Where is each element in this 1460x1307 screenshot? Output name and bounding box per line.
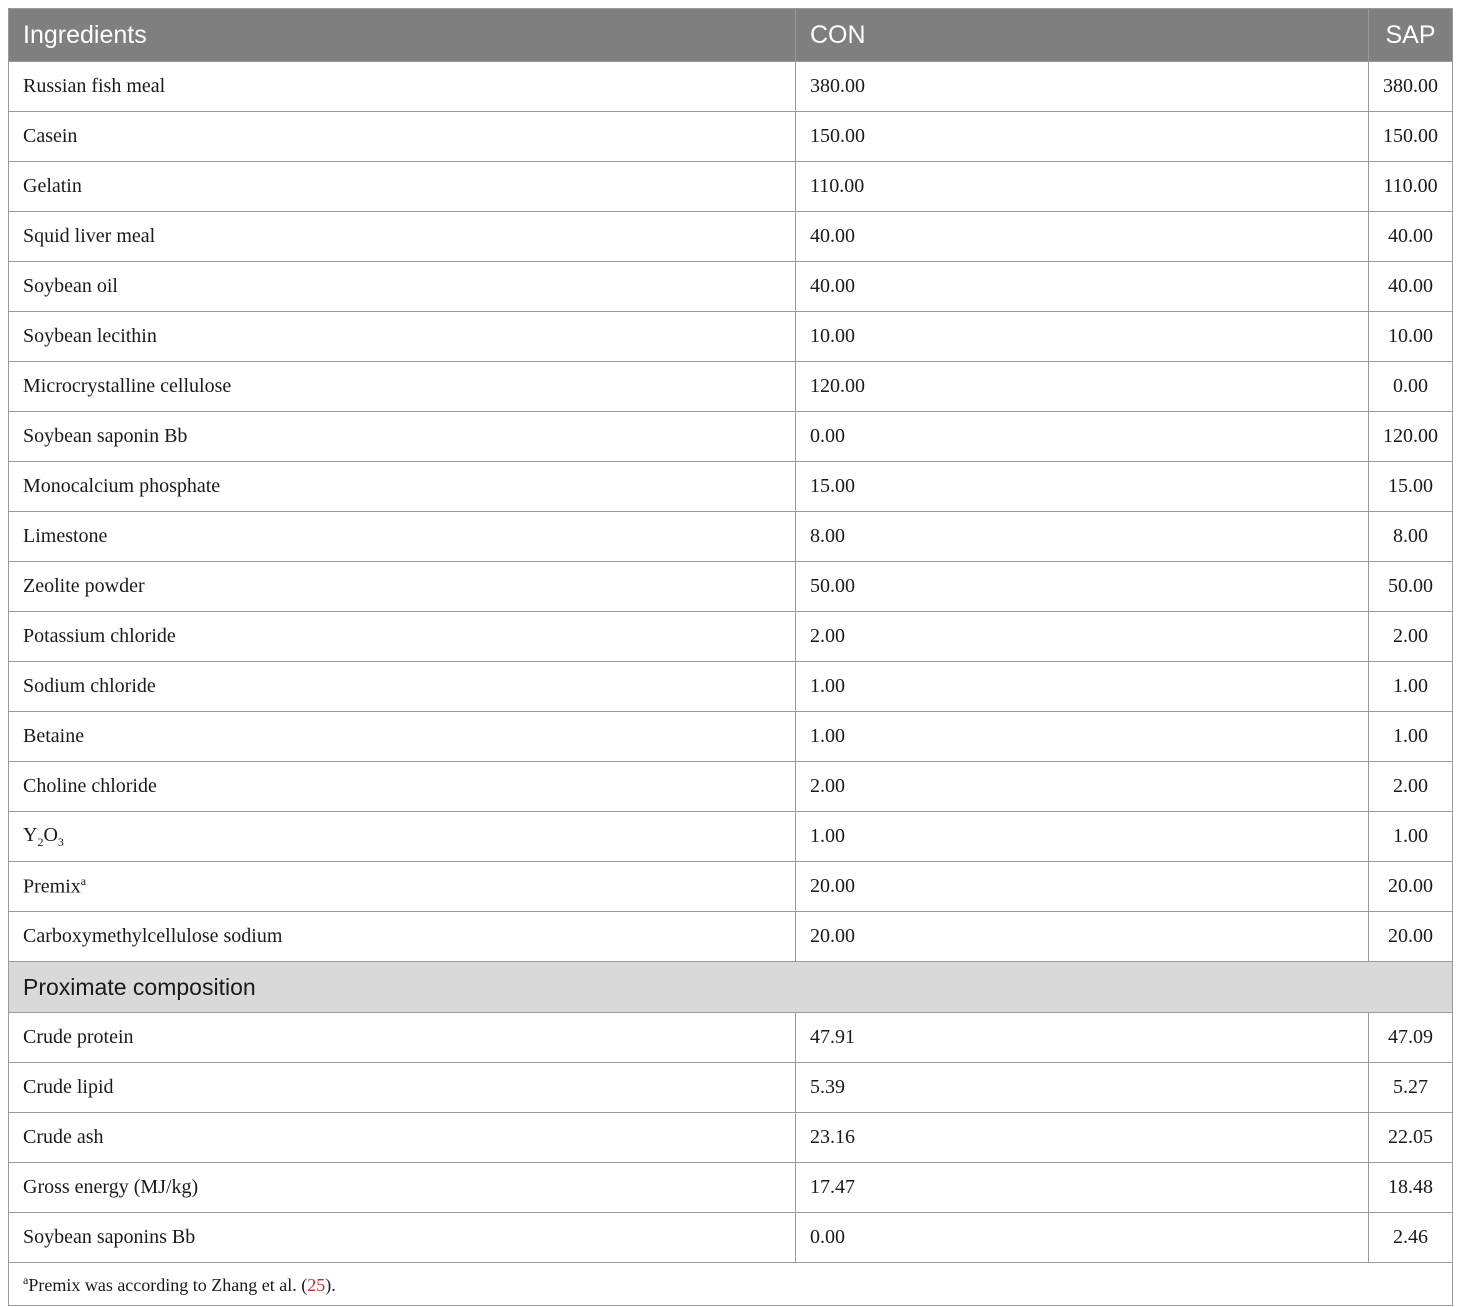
composition-name: Gross energy (MJ/kg) [9,1163,796,1213]
ingredient-name: Limestone [9,512,796,562]
premix-label: Premix [23,875,81,898]
table-row [9,112,1453,162]
sap-value: 1.00 [1369,662,1453,712]
con-value: 1.00 [796,812,1369,862]
table-row [9,562,1453,612]
table-row [9,912,1453,962]
sap-value: 2.00 [1369,612,1453,662]
sap-value: 2.46 [1369,1213,1453,1263]
sap-value: 110.00 [1369,162,1453,212]
sap-value: 120.00 [1369,412,1453,462]
header-ingredients: Ingredients [9,9,796,62]
sap-value: 0.00 [1369,362,1453,412]
ingredient-name: Carboxymethylcellulose sodium [9,912,796,962]
sap-value: 150.00 [1369,112,1453,162]
footnote-text-end: ). [325,1274,336,1295]
table-row [9,1013,1453,1063]
con-value: 110.00 [796,162,1369,212]
con-value: 20.00 [796,862,1369,912]
con-value: 20.00 [796,912,1369,962]
ingredient-name: Casein [9,112,796,162]
con-value: 15.00 [796,462,1369,512]
ingredient-name: Microcrystalline cellulose [9,362,796,412]
ingredient-name: Potassium chloride [9,612,796,662]
header-row [9,9,1453,62]
con-value: 8.00 [796,512,1369,562]
con-value: 2.00 [796,762,1369,812]
sap-value: 380.00 [1369,62,1453,112]
header-con: CON [796,9,1369,62]
table-row [9,162,1453,212]
con-value: 0.00 [796,412,1369,462]
formula-sub-3: 3 [57,834,64,849]
table-row [9,762,1453,812]
ingredient-name: Betaine [9,712,796,762]
table-row [9,462,1453,512]
sap-value: 22.05 [1369,1113,1453,1163]
table-row [9,62,1453,112]
con-value: 50.00 [796,562,1369,612]
con-value: 120.00 [796,362,1369,412]
con-value: 1.00 [796,712,1369,762]
con-value: 10.00 [796,312,1369,362]
table-row [9,1063,1453,1113]
composition-name: Crude lipid [9,1063,796,1113]
sap-value: 40.00 [1369,212,1453,262]
sap-value: 18.48 [1369,1163,1453,1213]
table-row [9,712,1453,762]
con-value: 2.00 [796,612,1369,662]
composition-name: Soybean saponins Bb [9,1213,796,1263]
ingredient-name: Choline chloride [9,762,796,812]
composition-name: Crude protein [9,1013,796,1063]
ingredient-name: Russian fish meal [9,62,796,112]
con-value: 5.39 [796,1063,1369,1113]
sap-value: 2.00 [1369,762,1453,812]
con-value: 17.47 [796,1163,1369,1213]
table-row [9,862,1453,912]
footnote-sup: a [23,1272,29,1287]
header-sap: SAP [1369,9,1453,62]
footnote-text: Premix was according to Zhang et al. ( [28,1274,308,1295]
sap-value: 5.27 [1369,1063,1453,1113]
con-value: 380.00 [796,62,1369,112]
ingredient-name: Soybean oil [9,262,796,312]
con-value: 23.16 [796,1113,1369,1163]
sap-value: 15.00 [1369,462,1453,512]
ingredient-name: Soybean lecithin [9,312,796,362]
ingredient-name-y2o3 [9,812,796,862]
table-row [9,262,1453,312]
section-label: Proximate composition [9,962,1453,1013]
table-row [9,812,1453,862]
table-row [9,362,1453,412]
con-value: 40.00 [796,212,1369,262]
table-row [9,612,1453,662]
table-row [9,512,1453,562]
table-row [9,312,1453,362]
table-row [9,1163,1453,1213]
sap-value: 20.00 [1369,912,1453,962]
sap-value: 1.00 [1369,712,1453,762]
sap-value: 10.00 [1369,312,1453,362]
sap-value: 50.00 [1369,562,1453,612]
ingredient-name: Gelatin [9,162,796,212]
con-value: 1.00 [796,662,1369,712]
reference-link[interactable]: 25 [307,1274,326,1295]
formula-sub-2: 2 [37,834,44,849]
ingredient-name: Squid liver meal [9,212,796,262]
ingredient-name: Soybean saponin Bb [9,412,796,462]
composition-name: Crude ash [9,1113,796,1163]
con-value: 40.00 [796,262,1369,312]
table-row [9,412,1453,462]
ingredient-name-premix [9,862,796,912]
table-row [9,662,1453,712]
section-header-row [9,962,1453,1013]
ingredient-name: Monocalcium phosphate [9,462,796,512]
con-value: 47.91 [796,1013,1369,1063]
sap-value: 40.00 [1369,262,1453,312]
footnote-marker: a [80,874,87,889]
sap-value: 8.00 [1369,512,1453,562]
sap-value: 20.00 [1369,862,1453,912]
ingredient-name: Zeolite powder [9,562,796,612]
table-row [9,1213,1453,1263]
sap-value: 1.00 [1369,812,1453,862]
ingredient-name: Sodium chloride [9,662,796,712]
con-value: 0.00 [796,1213,1369,1263]
footnote-row [9,1263,1453,1306]
con-value: 150.00 [796,112,1369,162]
table-row [9,1113,1453,1163]
footnote [9,1263,1453,1306]
diet-composition-table [8,8,1453,1306]
sap-value: 47.09 [1369,1013,1453,1063]
formula-y: Y [23,823,38,846]
formula-o: O [43,823,58,846]
table-row [9,212,1453,262]
